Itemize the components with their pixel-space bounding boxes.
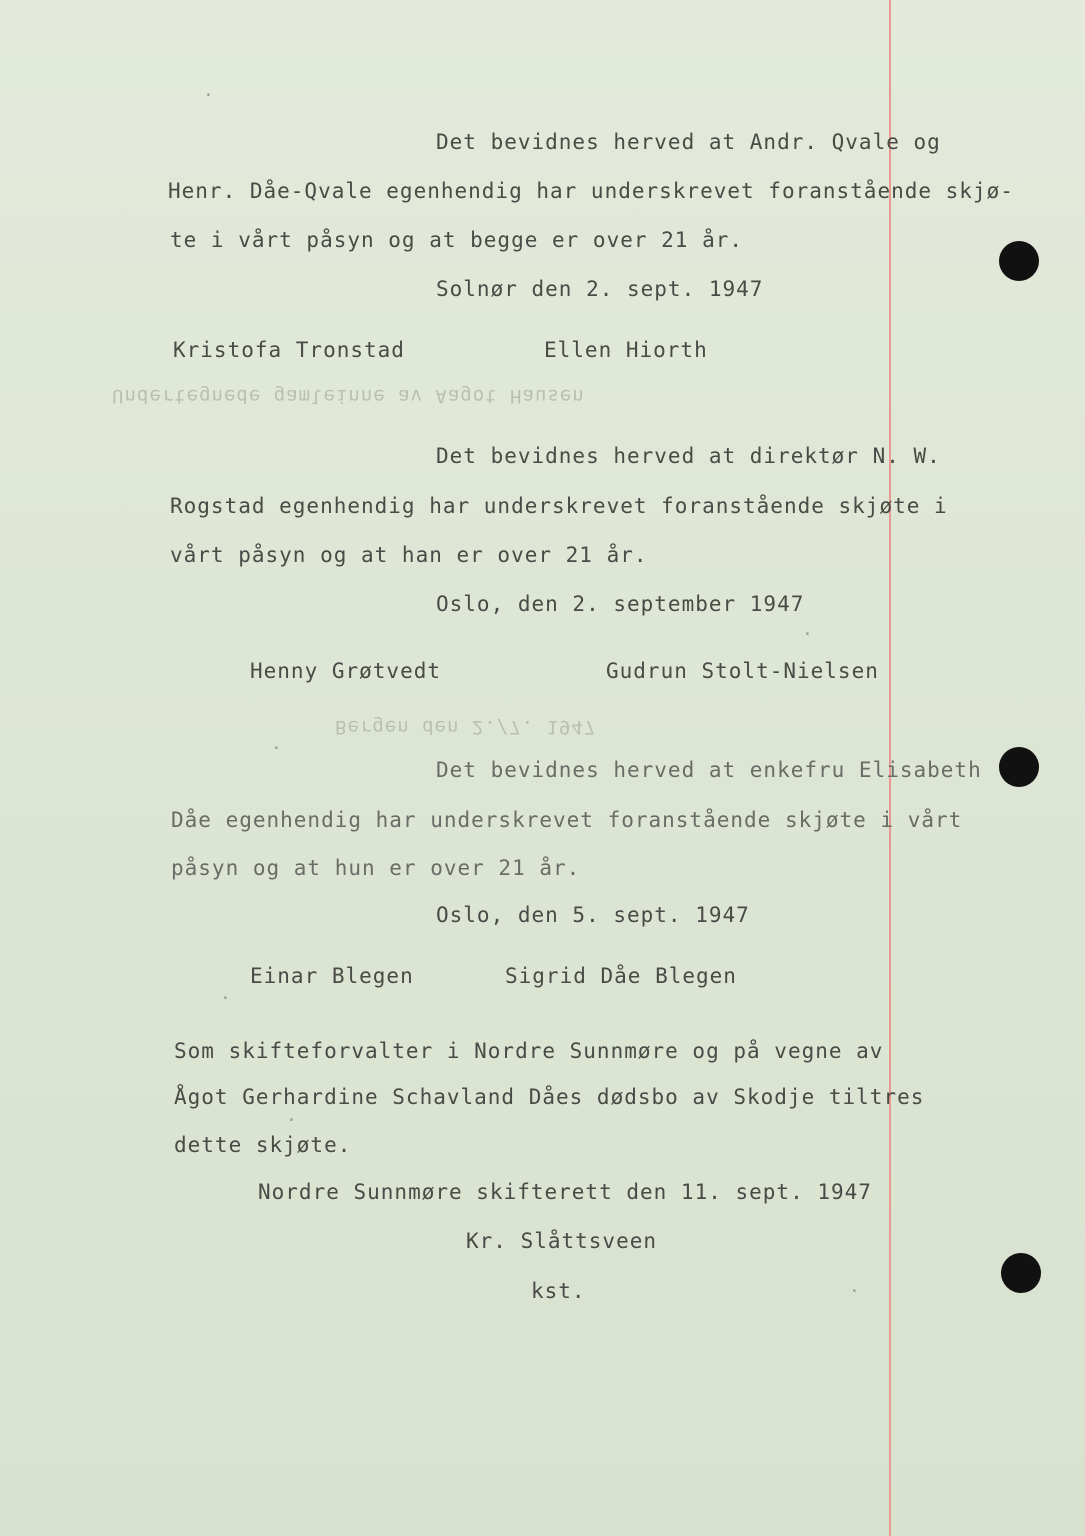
attestation-line: Det bevidnes herved at enkefru Elisabeth [436,758,982,782]
attestation-line: Det bevidnes herved at direktør N. W. [436,444,941,468]
ink-speck: · [849,1281,860,1302]
witness-name: Kristofa Tronstad [173,338,405,362]
signature-name: Kr. Slåttsveen [466,1229,658,1253]
ink-speck: · [802,624,813,645]
probate-line: Ågot Gerhardine Schavland Dåes dødsbo av Skodje tiltres [174,1085,925,1109]
show-through-text: Undertegnede gamleinne av Aagot Hausen [112,385,585,407]
ink-speck: · [220,988,231,1009]
ink-speck: · [286,1110,297,1131]
signature-suffix: kst. [531,1279,586,1303]
attestation-line: vårt påsyn og at han er over 21 år. [170,543,648,567]
ink-speck: · [271,738,282,759]
witness-name: Sigrid Dåe Blegen [505,964,737,988]
court-date-line: Nordre Sunnmøre skifterett den 11. sept. 1947 [258,1180,872,1204]
witness-name: Ellen Hiorth [544,338,708,362]
place-date-line: Oslo, den 2. september 1947 [436,592,805,616]
punch-hole [1001,1253,1041,1293]
attestation-line: te i vårt påsyn og at begge er over 21 år. [170,228,744,252]
probate-line: dette skjøte. [174,1133,352,1157]
witness-name: Gudrun Stolt-Nielsen [606,659,879,683]
witness-name: Henny Grøtvedt [250,659,442,683]
attestation-line: Det bevidnes herved at Andr. Qvale og [436,130,941,154]
attestation-line: påsyn og at hun er over 21 år. [171,856,581,880]
place-date-line: Oslo, den 5. sept. 1947 [436,903,750,927]
punch-hole [999,241,1039,281]
probate-line: Som skifteforvalter i Nordre Sunnmøre og på vegne av [174,1039,884,1063]
attestation-line: Dåe egenhendig har underskrevet foranstående skjøte i vårt [171,808,963,832]
attestation-line: Rogstad egenhendig har underskrevet foranstående skjøte i [170,494,948,518]
show-through-text: Bergen den 2./7. 1947 [335,716,597,738]
witness-name: Einar Blegen [250,964,414,988]
ink-speck: · [203,85,214,106]
attestation-line: Henr. Dåe-Qvale egenhendig har underskrevet foranstående skjø- [168,179,1014,203]
punch-hole [999,747,1039,787]
place-date-line: Solnør den 2. sept. 1947 [436,277,764,301]
